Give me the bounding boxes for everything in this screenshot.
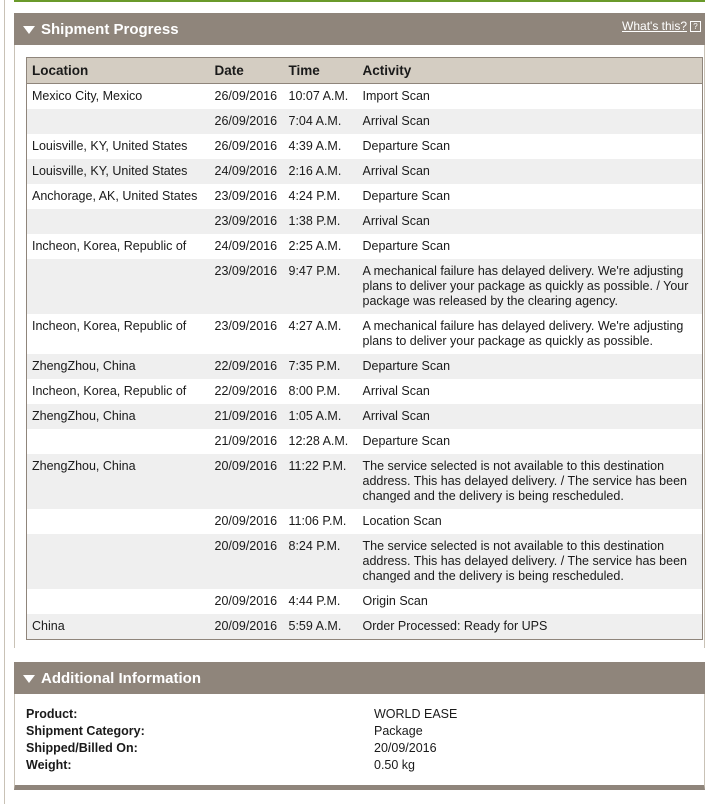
cell-time: 8:00 P.M.: [288, 384, 341, 398]
cell-date: 24/09/2016: [210, 159, 284, 184]
cell-location: [27, 109, 210, 134]
cell-activity: Departure Scan: [362, 189, 451, 203]
cell-time: 5:59 A.M.: [284, 614, 358, 640]
cell-location: ZhengZhou, China: [27, 454, 210, 509]
cell-location: [27, 429, 210, 454]
whats-this-link[interactable]: [622, 19, 701, 33]
cell-date: 20/09/2016: [214, 594, 278, 608]
cell-time: 8:24 P.M.: [284, 534, 358, 589]
cell-activity: Arrival Scan: [358, 209, 703, 234]
table-row: [27, 134, 703, 159]
shipment-category-label: Shipment Category:: [26, 724, 145, 738]
cell-activity: Import Scan: [362, 89, 430, 103]
cell-activity: The service selected is not available to this destination address. This has delayed delivery. / The service has been changed and the delivery is being rescheduled.: [358, 534, 703, 589]
cell-date: 23/09/2016: [214, 189, 278, 203]
table-row: [27, 429, 703, 454]
page-frame-border: [4, 0, 5, 804]
triangle-down-icon[interactable]: [23, 26, 35, 34]
cell-time: 1:05 A.M.: [284, 404, 358, 429]
table-row: [27, 159, 703, 184]
cell-time: 2:16 A.M.: [284, 159, 358, 184]
whats-this-text[interactable]: What's this?: [622, 19, 687, 33]
triangle-down-icon[interactable]: [23, 675, 35, 683]
table-header-row: [27, 58, 703, 84]
product-value: WORLD EASE: [374, 707, 458, 721]
cell-location: Mexico City, Mexico: [32, 89, 143, 103]
cell-location: Incheon, Korea, Republic of: [32, 319, 187, 333]
cell-location: Incheon, Korea, Republic of: [32, 384, 187, 398]
table-row: [27, 589, 703, 614]
cell-time: 7:04 A.M.: [284, 109, 358, 134]
cell-date: 23/09/2016: [210, 259, 284, 314]
cell-time: 4:39 A.M.: [288, 139, 342, 153]
shipment-progress-title: Shipment Progress: [41, 21, 179, 38]
cell-location: Louisville, KY, United States: [27, 159, 210, 184]
cell-activity: Origin Scan: [362, 594, 428, 608]
cell-location: ZhengZhou, China: [27, 404, 210, 429]
shipment-progress-body: [14, 45, 705, 648]
table-row: [27, 314, 703, 354]
cell-activity: Order Processed: Ready for UPS: [358, 614, 703, 640]
cell-location: [27, 259, 210, 314]
cell-date: 26/09/2016: [214, 89, 278, 103]
table-row: [27, 454, 703, 509]
cell-date: 26/09/2016: [210, 109, 284, 134]
cell-activity: Arrival Scan: [362, 384, 430, 398]
shipped-billed-on-value: 20/09/2016: [374, 741, 437, 755]
cell-date: 20/09/2016: [210, 454, 284, 509]
cell-activity: Arrival Scan: [358, 109, 703, 134]
cell-activity: Arrival Scan: [358, 159, 703, 184]
cell-activity: Departure Scan: [362, 239, 451, 253]
cell-activity: Departure Scan: [362, 434, 451, 448]
cell-time: 11:22 P.M.: [284, 454, 358, 509]
additional-information-panel: [14, 662, 705, 790]
table-row: [27, 209, 703, 234]
cell-activity: Arrival Scan: [358, 404, 703, 429]
shipped-billed-on-label: Shipped/Billed On:: [26, 741, 138, 755]
cell-activity: A mechanical failure has delayed delivery. We're adjusting plans to deliver your package as quickly as possible.: [362, 319, 684, 348]
cell-location: [27, 509, 210, 534]
cell-date: 24/09/2016: [214, 239, 278, 253]
cell-time: 2:25 A.M.: [288, 239, 342, 253]
shipment-category-value: Package: [374, 724, 423, 738]
cell-location: [27, 209, 210, 234]
cell-location: Anchorage, AK, United States: [32, 189, 198, 203]
additional-information-header[interactable]: [14, 662, 705, 694]
table-row: [27, 614, 703, 640]
cell-date: 23/09/2016: [210, 209, 284, 234]
cell-time: 10:07 A.M.: [288, 89, 349, 103]
cell-location: [27, 534, 210, 589]
cell-activity: Departure Scan: [362, 139, 451, 153]
cell-date: 21/09/2016: [214, 434, 278, 448]
cell-location: Louisville, KY, United States: [32, 139, 188, 153]
cell-time: 7:35 P.M.: [284, 354, 358, 379]
shipment-progress-header[interactable]: [14, 13, 705, 45]
table-row: [27, 234, 703, 259]
cell-date: 20/09/2016: [210, 534, 284, 589]
top-accent-line: [14, 0, 705, 2]
table-row: [27, 184, 703, 209]
cell-date: 21/09/2016: [210, 404, 284, 429]
column-header-time: Time: [284, 58, 358, 84]
table-row: [27, 259, 703, 314]
weight-value: 0.50 kg: [374, 758, 416, 772]
cell-time: 4:24 P.M.: [288, 189, 341, 203]
additional-information-title: Additional Information: [41, 670, 201, 687]
table-row: [27, 109, 703, 134]
weight-label: Weight:: [26, 758, 72, 772]
cell-time: 1:38 P.M.: [284, 209, 358, 234]
cell-time: 12:28 A.M.: [288, 434, 349, 448]
table-row: [27, 404, 703, 429]
shipment-progress-panel: [14, 13, 705, 648]
cell-activity: Location Scan: [362, 514, 442, 528]
cell-date: 22/09/2016: [214, 384, 278, 398]
cell-activity: The service selected is not available to this destination address. This has delayed delivery. / The service has been changed and the delivery is being rescheduled.: [358, 454, 703, 509]
table-row: [27, 84, 703, 110]
additional-information-body: [14, 694, 705, 790]
cell-time: 9:47 P.M.: [284, 259, 358, 314]
cell-date: 20/09/2016: [214, 514, 278, 528]
cell-date: 23/09/2016: [214, 319, 278, 333]
shipment-progress-table: [26, 57, 703, 640]
cell-activity: Departure Scan: [358, 354, 703, 379]
column-header-date: Date: [210, 58, 284, 84]
cell-time: 11:06 P.M.: [288, 514, 347, 528]
cell-location: [27, 589, 210, 614]
cell-location: Incheon, Korea, Republic of: [32, 239, 187, 253]
table-row: [27, 509, 703, 534]
table-row: [27, 534, 703, 589]
cell-time: 4:44 P.M.: [288, 594, 341, 608]
table-row: [27, 354, 703, 379]
product-label: Product:: [26, 707, 78, 721]
cell-date: 22/09/2016: [210, 354, 284, 379]
table-row: [27, 379, 703, 404]
cell-location: China: [27, 614, 210, 640]
cell-date: 20/09/2016: [210, 614, 284, 640]
cell-date: 26/09/2016: [214, 139, 278, 153]
help-box-icon[interactable]: ?: [690, 21, 701, 32]
column-header-location: Location: [27, 58, 210, 84]
column-header-activity: Activity: [358, 58, 703, 84]
cell-activity: A mechanical failure has delayed delivery. We're adjusting plans to deliver your package as quickly as possible. / Your package was released by the clearing agency.: [358, 259, 703, 314]
cell-time: 4:27 A.M.: [288, 319, 342, 333]
cell-location: ZhengZhou, China: [27, 354, 210, 379]
